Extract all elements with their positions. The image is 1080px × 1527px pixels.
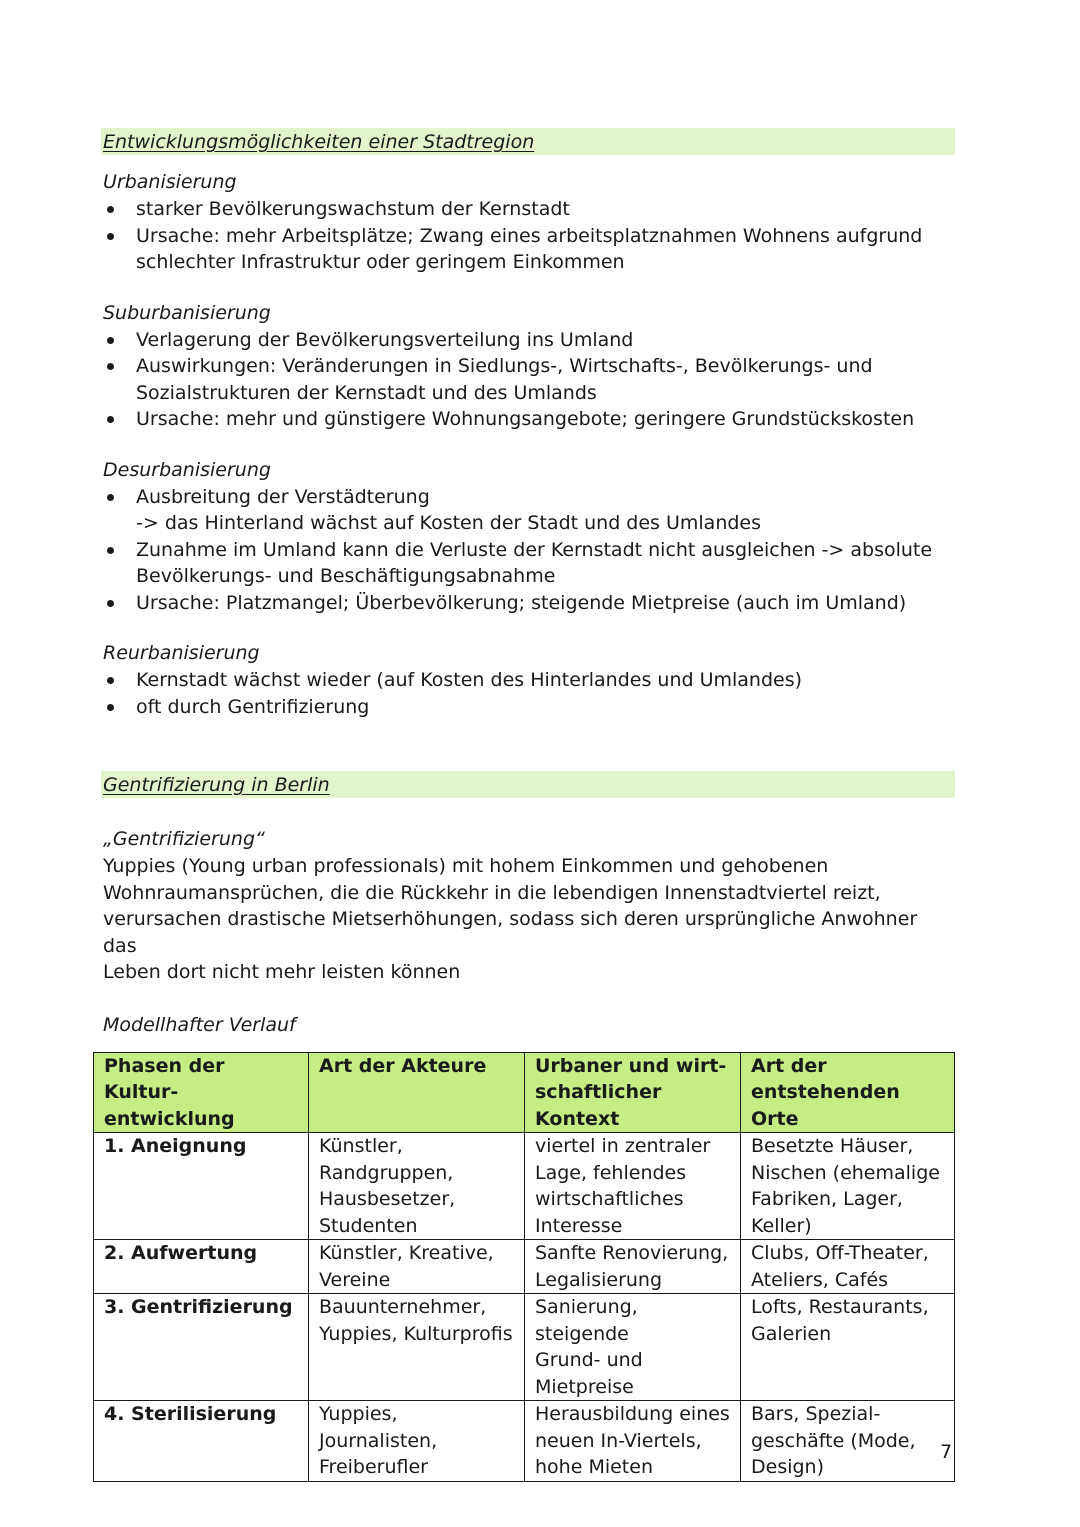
cell-line: Mietpreise [535, 1375, 634, 1398]
bullet-list [103, 667, 955, 720]
cell-line: 2. Aufwertung [104, 1242, 258, 1264]
header-line: entwicklung [104, 1107, 235, 1130]
subheading-suburbanisierung: Suburbanisierung [103, 301, 271, 324]
table-cell [741, 1401, 955, 1482]
bullet-item [103, 484, 955, 537]
cell-line: Fabriken, Lager, [751, 1188, 903, 1210]
cell-line: Yuppies, [319, 1403, 398, 1425]
bullet-list [103, 327, 955, 433]
bullet-list [103, 484, 955, 617]
bullet-line: Ausbreitung der Verstädterung [136, 485, 430, 508]
bullet-line: Ursache: mehr Arbeitsplätze; Zwang eines arbeitsplatznahmen Wohnens aufgrund [136, 224, 923, 247]
block-suburbanisierung [103, 300, 955, 433]
table-cell [525, 1401, 741, 1482]
bullet-item [103, 223, 955, 276]
bullet-line: Ursache: Platzmangel; Überbevölkerung; steigende Mietpreise (auch im Umland) [136, 591, 907, 614]
cell-line: Interesse [535, 1214, 623, 1237]
bullet-line: Kernstadt wächst wieder (auf Kosten des Hinterlandes und Umlandes) [136, 669, 803, 691]
phases-table [93, 1052, 955, 1482]
table-caption: Modellhafter Verlauf [103, 1013, 296, 1036]
bullet-line: schlechter Infrastruktur oder geringem Einkommen [136, 251, 625, 273]
cell-line: Sanfte Renovierung, [535, 1242, 729, 1264]
table-cell [741, 1240, 955, 1294]
bullet-line: Auswirkungen: Veränderungen in Siedlungs-, Wirtschafts-, Bevölkerungs- und [136, 355, 873, 377]
bullet-line: Bevölkerungs- und Beschäftigungsabnahme [136, 565, 556, 587]
cell-line: Bars, Spezial- [751, 1403, 881, 1425]
section-heading-gentrifizierung: Gentrifizierung in Berlin [101, 771, 955, 798]
cell-line: Besetzte Häuser, [751, 1135, 914, 1157]
header-line: Art der [751, 1054, 827, 1077]
cell-line: neuen In-Viertels, [535, 1429, 702, 1452]
cell-line: Nischen (ehemalige [751, 1161, 940, 1184]
cell-line: Clubs, Off-Theater, [751, 1242, 929, 1264]
paragraph-line: Leben dort nicht mehr leisten können [103, 961, 461, 983]
header-cell-phasen [94, 1052, 309, 1133]
table-cell [94, 1133, 309, 1240]
cell-line: Keller) [751, 1214, 812, 1237]
cell-line: Lage, fehlendes [535, 1161, 687, 1184]
page-number: 7 [940, 1441, 953, 1463]
bullet-line: Sozialstrukturen der Kernstadt und des Umlands [136, 381, 597, 404]
cell-line: geschäfte (Mode, [751, 1429, 916, 1452]
definition-paragraph [103, 853, 955, 986]
table-cell [525, 1294, 741, 1401]
bullet-item [103, 590, 955, 617]
header-cell-kontext [525, 1052, 741, 1133]
table-row [94, 1401, 955, 1482]
block-desurbanisierung [103, 457, 955, 617]
table-cell [525, 1240, 741, 1294]
cell-line: Studenten [319, 1214, 418, 1237]
block-reurbanisierung [103, 640, 955, 720]
bullet-line: -> das Hinterland wächst auf Kosten der Stadt und des Umlandes [136, 512, 762, 534]
bullet-list [103, 196, 955, 276]
cell-line: wirtschaftliches [535, 1188, 684, 1210]
cell-line: 1. Aneignung [104, 1135, 247, 1157]
cell-line: Freiberufler [319, 1456, 428, 1478]
cell-line: Journalisten, [319, 1429, 438, 1452]
cell-line: Grund- und [535, 1349, 643, 1371]
bullet-line: Zunahme im Umland kann die Verluste der Kernstadt nicht ausgleichen -> absolute [136, 538, 933, 561]
cell-line: 4. Sterilisierung [104, 1403, 277, 1425]
cell-line: Künstler, Kreative, [319, 1242, 494, 1264]
cell-line: Lofts, Restaurants, [751, 1296, 929, 1318]
cell-line: Bauunternehmer, [319, 1296, 487, 1318]
header-line: Urbaner und wirt- [535, 1054, 727, 1077]
term-gentrifizierung: „Gentrifizierung“ [103, 828, 265, 850]
document-page [103, 128, 955, 1482]
subheading-reurbanisierung: Reurbanisierung [103, 642, 260, 664]
cell-line: Ateliers, Cafés [751, 1268, 889, 1291]
cell-line: Randgruppen, [319, 1161, 454, 1184]
table-cell [309, 1240, 525, 1294]
bullet-line: oft durch Gentrifizierung [136, 695, 370, 718]
bullet-item [103, 406, 955, 433]
table-cell [94, 1240, 309, 1294]
bullet-line: Verlagerung der Bevölkerungsverteilung ins Umland [136, 328, 634, 351]
bullet-line: Ursache: mehr und günstigere Wohnungsangebote; geringere Grundstückskosten [136, 408, 915, 430]
bullet-item [103, 694, 955, 721]
cell-line: Legalisierung [535, 1268, 663, 1291]
table-cell [94, 1401, 309, 1482]
header-line: Phasen der Kultur- [104, 1054, 225, 1103]
bullet-item [103, 667, 955, 694]
paragraph-line: Wohnraumansprüchen, die die Rückkehr in die lebendigen Innenstadtviertel reizt, [103, 881, 881, 904]
subheading-urbanisierung: Urbanisierung [103, 171, 237, 193]
cell-line: viertel in zentraler [535, 1135, 711, 1157]
subheading-desurbanisierung: Desurbanisierung [103, 458, 271, 481]
bullet-line: starker Bevölkerungswachstum der Kernstadt [136, 198, 570, 220]
paragraph-line: verursachen drastische Mietserhöhungen, sodass sich deren ursprüngliche Anwohner das [103, 908, 918, 957]
table-cell [94, 1294, 309, 1401]
header-cell-orte [741, 1052, 955, 1133]
table-cell [525, 1133, 741, 1240]
table-row [94, 1294, 955, 1401]
cell-line: Yuppies, Kulturprofis [319, 1322, 513, 1345]
cell-line: 3. Gentrifizierung [104, 1296, 293, 1318]
cell-line: Design) [751, 1456, 825, 1478]
header-line: Art der Akteure [319, 1054, 487, 1077]
table-cell [309, 1133, 525, 1240]
header-line: entstehenden Orte [751, 1081, 900, 1130]
table-row [94, 1240, 955, 1294]
bullet-item [103, 196, 955, 223]
cell-line: Herausbildung eines [535, 1403, 730, 1425]
table-row [94, 1133, 955, 1240]
header-line: schaftlicher Kontext [535, 1081, 662, 1130]
cell-line: Künstler, [319, 1135, 403, 1157]
cell-line: Sanierung, steigende [535, 1296, 638, 1345]
table-cell [741, 1133, 955, 1240]
cell-line: hohe Mieten [535, 1456, 653, 1478]
header-cell-akteure [309, 1052, 525, 1133]
cell-line: Hausbesetzer, [319, 1188, 456, 1210]
paragraph-line: Yuppies (Young urban professionals) mit hohem Einkommen und gehobenen [103, 855, 829, 877]
block-urbanisierung [103, 169, 955, 276]
table-cell [309, 1294, 525, 1401]
bullet-item [103, 537, 955, 590]
bullet-item [103, 327, 955, 354]
bullet-item [103, 353, 955, 406]
cell-line: Galerien [751, 1322, 832, 1345]
table-header-row [94, 1052, 955, 1133]
section-heading-stadtregion: Entwicklungsmöglichkeiten einer Stadtregion [101, 128, 955, 155]
table-cell [309, 1401, 525, 1482]
cell-line: Vereine [319, 1268, 391, 1291]
table-cell [741, 1294, 955, 1401]
